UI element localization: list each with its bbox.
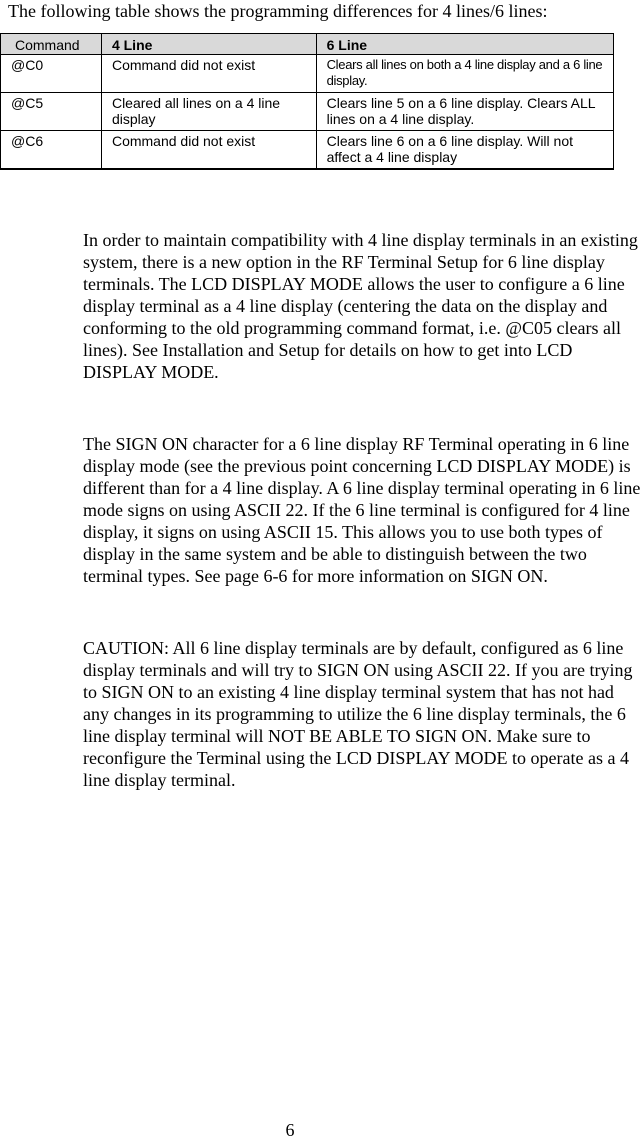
table-row — [1, 93, 614, 131]
paragraph-lcd-display-mode: In order to maintain compatibility with 4 line display terminals in an existing system, there is a new option in the RF Terminal Setup for 6 line display terminals. The LCD DISPLAY MODE allows the user to configure a 6 line display terminal as a 4 line display (centering the data on the display and conforming to the old programming command format, i.e. @C05 clears all lines). See Installation and Setup for details on how to get into LCD DISPLAY MODE. — [83, 230, 638, 382]
header-6-line: 6 Line — [316, 34, 613, 55]
table-intro: The following table shows the programming differences for 4 lines/6 lines: — [8, 1, 548, 21]
table-row — [1, 131, 614, 170]
six-line-cell: Clears line 6 on a 6 line display. Will not affect a 4 line display — [316, 131, 613, 170]
paragraph-caution: CAUTION: All 6 line display terminals are by default, configured as 6 line display terminals and will try to SIGN ON using ASCII 22. If you are trying to SIGN ON to an existing 4 line display terminal system that has not had any changes in its programming to utilize the 6 line display terminals, the 6 line display terminal will NOT BE ABLE TO SIGN ON. Make sure to reconfigure the Terminal using the LCD DISPLAY MODE to operate as a 4 line display terminal. — [83, 638, 633, 790]
six-line-cell: Clears all lines on both a 4 line display and a 6 line display. — [316, 55, 613, 93]
programming-differences-table — [0, 33, 614, 170]
command-cell: @C0 — [1, 55, 102, 93]
table-header-row — [1, 34, 614, 55]
header-command: Command — [1, 34, 102, 55]
table-row — [1, 55, 614, 93]
six-line-cell: Clears line 5 on a 6 line display. Clears ALL lines on a 4 line display. — [316, 93, 613, 131]
command-cell: @C5 — [1, 93, 102, 131]
four-line-cell: Command did not exist — [101, 55, 316, 93]
header-4-line: 4 Line — [101, 34, 316, 55]
four-line-cell: Command did not exist — [101, 131, 316, 170]
command-cell: @C6 — [1, 131, 102, 170]
page-number: 6 — [285, 1120, 295, 1140]
paragraph-sign-on: The SIGN ON character for a 6 line display RF Terminal operating in 6 line display mode (see the previous point concerning LCD DISPLAY MODE) is different than for a 4 line display. A 6 line display terminal operating in 6 line mode signs on using ASCII 22. If the 6 line terminal is configured for 4 line display, it signs on using ASCII 15. This allows you to use both types of display in the same system and be able to distinguish between the two terminal types. See page 6-6 for more information on SIGN ON. — [83, 434, 641, 586]
four-line-cell: Cleared all lines on a 4 line display — [101, 93, 316, 131]
